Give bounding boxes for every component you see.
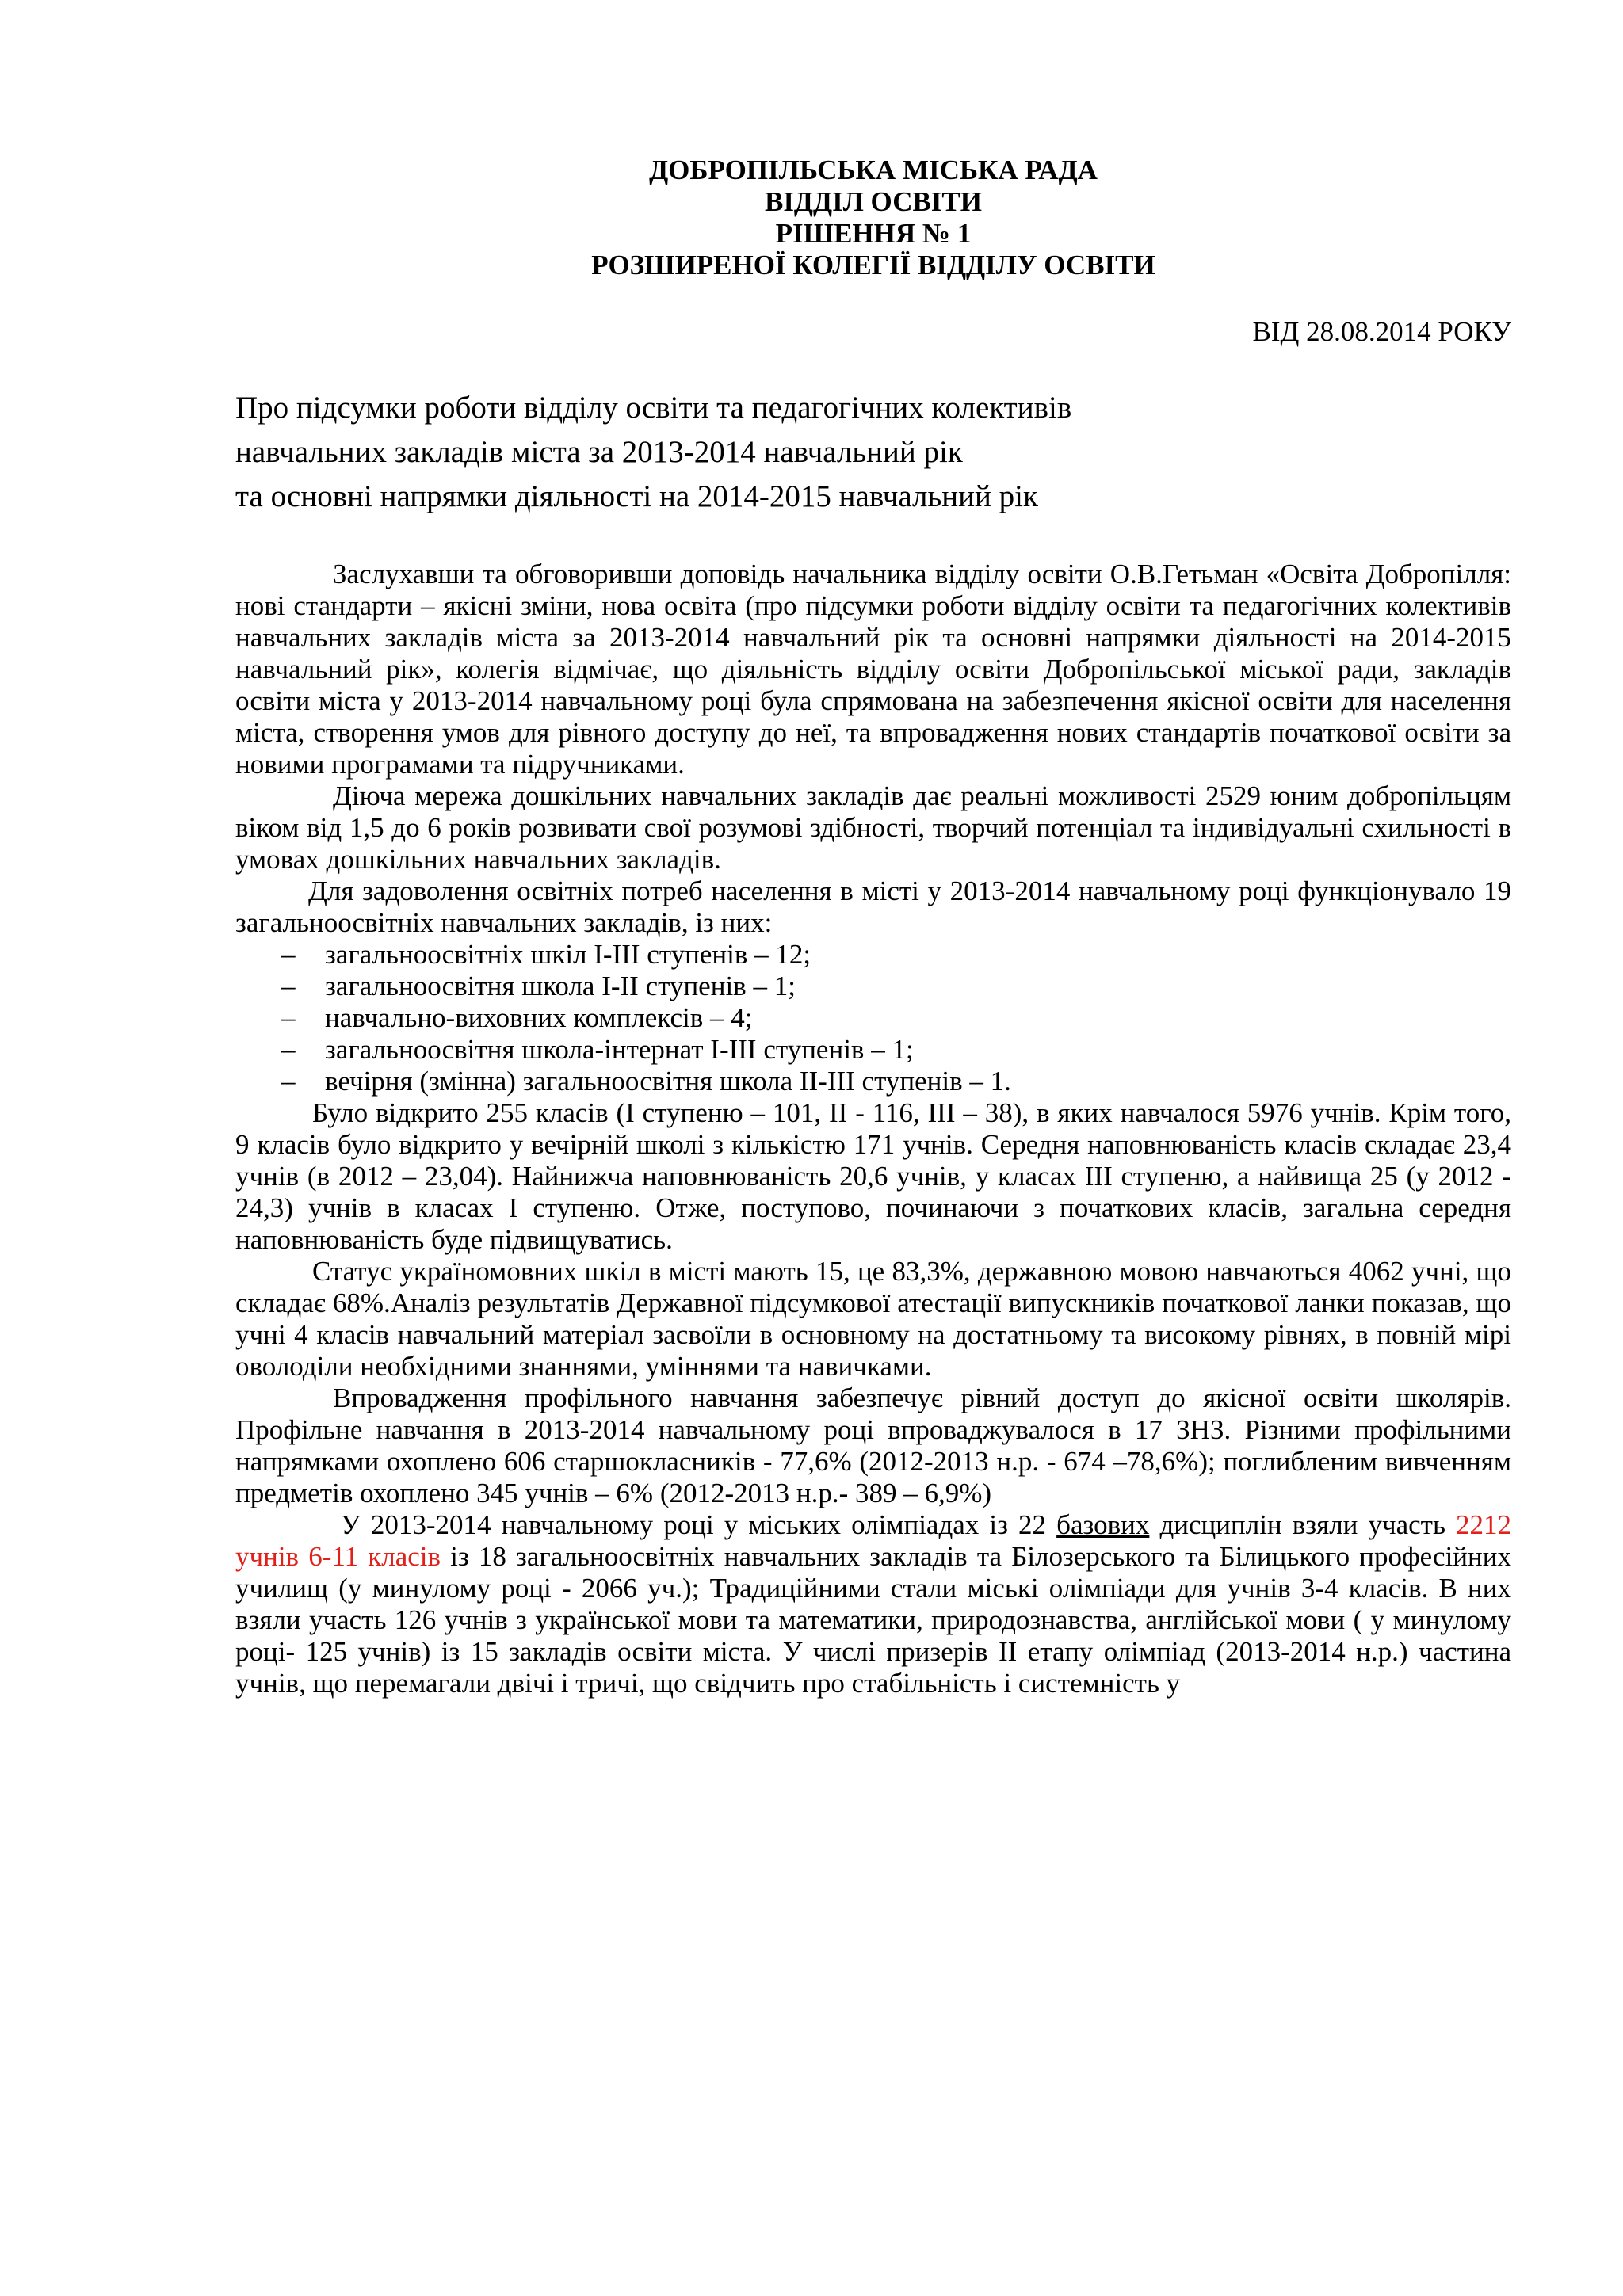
paragraph-classes: Було відкрито 255 класів (І ступеню – 101, ІІ - 116, ІІІ – 38), в яких навчалося 5976 учнів. Крім того, 9 класів було відкрито у вечірній школі з кількістю 171 учнів. Середня наповнюваність класів складає 23,4 учнів (в 2012 – 23,04). Найнижча наповнюваність 20,6 учнів, у класах ІІІ ступеню, а найвища 25 (у 2012 - 24,3) учнів в класах І ступеню. Отже, поступово, починаючи з початкових класів, загальна середня наповнюваність буде підвищуватись. <box>235 1097 1511 1255</box>
header-department: ВІДДІЛ ОСВІТИ <box>764 186 983 217</box>
dash-bullet: – <box>281 939 296 970</box>
paragraph-language: Статус україномовних шкіл в місті мають 15, це 83,3%, державною мовою навчаються 4062 учні, що складає 68%.Аналіз результатів Державної підсумкової атестації випускників початкової ланки показав, що учні 4 класів навчальний матеріал засвоїли в основному на достатньому та високому рівнях, в повній мірі оволоділи необхідними знаннями, уміннями та навичками. <box>235 1256 1511 1382</box>
document-header <box>235 154 1511 281</box>
header-decision: РІШЕННЯ № 1 <box>775 218 972 249</box>
paragraph-report: Заслухавши та обговоривши доповідь начальника відділу освіти О.В.Гетьман «Освіта Добропілля: нові стандарти – якісні зміни, нова освіта (про підсумки роботи відділу освіти та педагогічних колективів навчальних закладів міста за 2013-2014 навчальний рік та основні напрямки діяльності на 2014-2015 навчальний рік», колегія відмічає, що діяльність відділу освіти Добропільської міської ради, закладів освіти міста у 2013-2014 навчальному році була спрямована на забезпечення якісної освіти для населення міста, створення умов для рівного доступу до неї, та впровадження нових стандартів початкової освіти за новими програмами та підручниками. <box>235 559 1511 780</box>
header-board: РОЗШИРЕНОЇ КОЛЕГІЇ ВІДДІЛУ ОСВІТИ <box>591 250 1155 280</box>
paragraph-profile: Впровадження профільного навчання забезпечує рівний доступ до якісної освіти школярів. Профільне навчання в 2013-2014 навчальному році впроваджувалося в 17 ЗНЗ. Різними профільними напрямками охоплено 606 старшокласників - 77,6% (2012-2013 н.р. - 674 –78,6%); поглибленим вивченням предметів охоплено 345 учнів – 6% (2012-2013 н.р.- 389 – 6,9%) <box>235 1383 1511 1508</box>
highlighted-count: 2212 учнів 6-11 класів <box>235 1509 1512 1572</box>
subject-line-1: Про підсумки роботи відділу освіти та педагогічних колективів <box>235 391 1072 425</box>
header-council: ДОБРОПІЛЬСЬКА МІСЬКА РАДА <box>649 154 1098 185</box>
list-item: – вечірня (змінна) загальноосвітня школа ІІ-ІІІ ступенів – 1. <box>281 1066 1011 1097</box>
dash-bullet: – <box>281 971 296 1001</box>
paragraph-olympiads: У 2013-2014 навчальному році у міських олімпіадах із 22 базових дисциплін взяли участь 2212 учнів 6-11 класів із 18 загальноосвітніх навчальних закладів та Білозерського та Білицького професійних училищ (у минулому році - 2066 уч.); Традиційними стали міські олімпіади для учнів 3-4 класів. В них взяли участь 126 учнів з української мови та математики, природознавства, англійської мови ( у минулому році- 125 учнів) із 15 закладів освіти міста. У числі призерів ІІ етапу олімпіад (2013-2014 н.р.) частина учнів, що перемагали двічі і тричі, що свідчить про стабільність і системність у <box>235 1509 1512 1699</box>
paragraph-preschool: Діюча мережа дошкільних навчальних закладів дає реальні можливості 2529 юним добропільцям віком від 1,5 до 6 років розвивати свої розумові здібності, творчий потенціал та індивідуальні схильності в умовах дошкільних навчальних закладів. <box>235 780 1511 875</box>
document-page <box>235 154 1511 1699</box>
list-item: – навчально-виховних комплексів – 4; <box>281 1002 753 1033</box>
document-date: ВІД 28.08.2014 РОКУ <box>1252 316 1511 347</box>
document-subject <box>235 386 1511 519</box>
list-item: – загальноосвітня школа І-ІІ ступенів – 1; <box>281 971 796 1001</box>
subject-line-2: навчальних закладів міста за 2013-2014 навчальний рік <box>235 435 963 469</box>
school-types-list <box>235 939 1511 1097</box>
subject-line-3: та основні напрямки діяльності на 2014-2015 навчальний рік <box>235 479 1038 513</box>
paragraph-schools: Для задоволення освітніх потреб населення в місті у 2013-2014 навчальному році функціонувало 19 загальноосвітніх навчальних закладів, із них: <box>235 875 1511 938</box>
dash-bullet: – <box>281 1002 296 1033</box>
list-item: – загальноосвітня школа-інтернат І-ІІІ ступенів – 1; <box>281 1034 914 1065</box>
dash-bullet: – <box>281 1034 296 1065</box>
list-item: – загальноосвітніх шкіл І-ІІІ ступенів – 12; <box>281 939 812 970</box>
document-body <box>235 559 1511 1699</box>
underlined-word: базових <box>1056 1509 1150 1540</box>
dash-bullet: – <box>281 1066 296 1097</box>
